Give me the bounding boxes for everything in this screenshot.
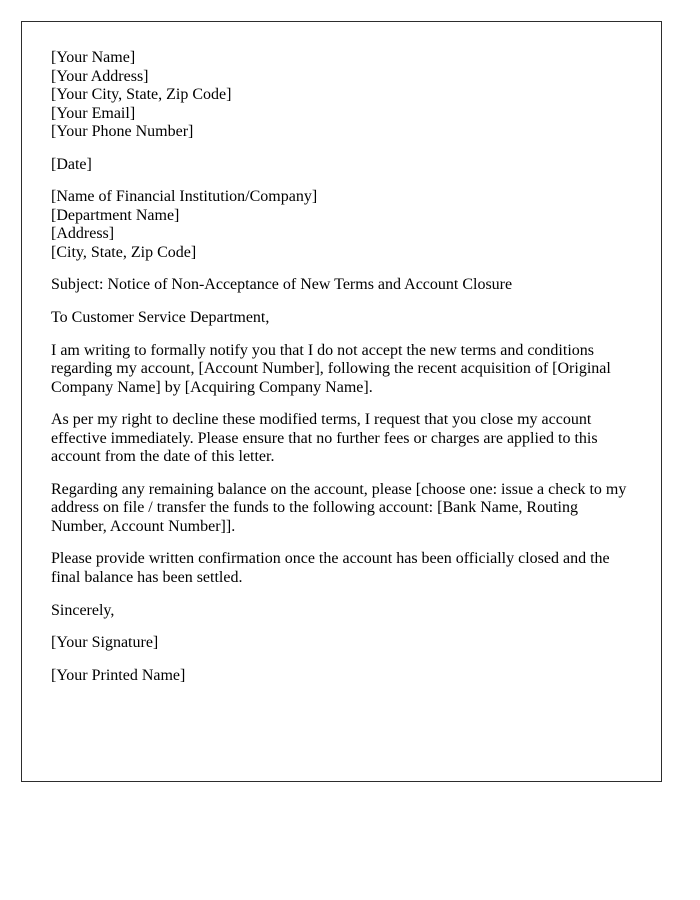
recipient-company: [Name of Financial Institution/Company]	[51, 188, 318, 206]
closing-text: Sincerely,	[51, 601, 115, 619]
body-paragraph-4: Please provide written confirmation once the account has been officially closed and the final balance has been settled.	[51, 550, 610, 587]
recipient-city-state-zip: [City, State, Zip Code]	[51, 243, 197, 261]
printed-name-placeholder: [Your Printed Name]	[51, 666, 186, 684]
printed-name-block	[51, 667, 631, 686]
salutation-text: To Customer Service Department,	[51, 309, 270, 327]
salutation	[51, 309, 631, 328]
date-block	[51, 156, 631, 175]
subject-text: Subject: Notice of Non-Acceptance of New Terms and Account Closure	[51, 276, 513, 294]
sender-address: [Your Address]	[51, 67, 149, 85]
recipient-department: [Department Name]	[51, 206, 180, 224]
subject-line	[51, 276, 631, 295]
closing	[51, 602, 631, 621]
recipient-address-block	[51, 188, 631, 262]
sender-name: [Your Name]	[51, 49, 136, 66]
sender-email: [Your Email]	[51, 104, 136, 122]
letter-page	[21, 21, 662, 782]
body-paragraph-1: I am writing to formally notify you that I do not accept the new terms and conditions regarding my account, [Account Number], following the recent acquisition of [Original Company Name] by [Acquiring Company Name].	[51, 341, 611, 396]
sender-phone: [Your Phone Number]	[51, 123, 194, 141]
signature-block	[51, 634, 631, 653]
signature-placeholder: [Your Signature]	[51, 634, 159, 652]
recipient-address: [Address]	[51, 225, 115, 243]
body-paragraph-2: As per my right to decline these modified terms, I request that you close my account effective immediately. Please ensure that no further fees or charges are applied to this account from the date of this letter.	[51, 411, 598, 466]
body-paragraph-3: Regarding any remaining balance on the account, please [choose one: issue a check to my address on file / transfer the funds to the following account: [Bank Name, Routing Number, Account Number]].	[51, 480, 627, 535]
sender-address-block	[51, 49, 631, 142]
date-line: [Date]	[51, 155, 92, 173]
sender-city-state-zip: [Your City, State, Zip Code]	[51, 86, 232, 104]
